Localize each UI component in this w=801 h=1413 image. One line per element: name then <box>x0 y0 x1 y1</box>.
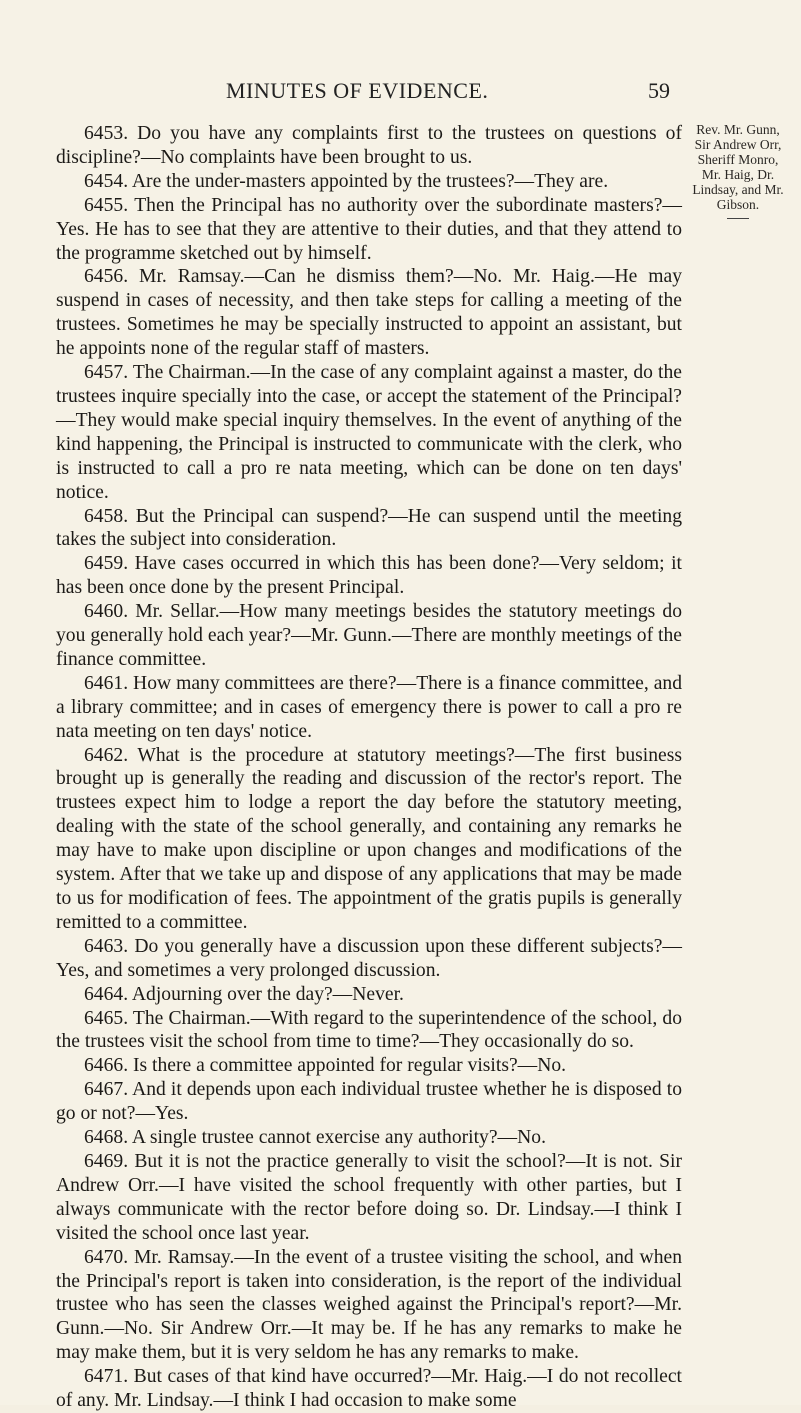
paragraph-6456: 6456. Mr. Ramsay.—Can he dismiss them?—No. Mr. Haig.—He may suspend in cases of necessity, and then take steps for calling a meeting of the trustees. Sometimes he may be specially instructed to appoint an assistant, but he appoints none of the regular staff of masters. <box>56 266 682 360</box>
paragraph-6467: 6467. And it depends upon each individual trustee whether he is disposed to go or not?—Yes. <box>56 1079 682 1125</box>
paragraph-6465: 6465. The Chairman.—With regard to the superintendence of the school, do the trustees visit the school from time to time?—They occasionally do so. <box>56 1007 682 1053</box>
paragraph-6453: 6453. Do you have any complaints first to the trustees on questions of discipline?—No complaints have been brought to us. <box>56 123 682 168</box>
minutes-text <box>56 122 682 1413</box>
paragraph-6462: 6462. What is the procedure at statutory meetings?—The first business brought up is generally the reading and discussion of the rector's report. The trustees expect him to lodge a report the day before the statutory meeting, dealing with the state of the school generally, and containing any remarks he may have to make upon discipline or upon changes and modifications of the system. After that we take up and dispose of any applications that may be made to us for modification of fees. The appointment of the gratis pupils is generally remitted to a committee. <box>56 744 682 933</box>
margin-note-rule <box>727 218 749 219</box>
paragraph-6464: 6464. Adjourning over the day?—Never. <box>84 983 404 1005</box>
paragraph-6468: 6468. A single trustee cannot exercise any authority?—No. <box>84 1127 546 1149</box>
paragraph-6459: 6459. Have cases occurred in which this has been done?—Very seldom; it has been once done by the present Principal. <box>56 553 682 599</box>
paragraph-6460: 6460. Mr. Sellar.—How many meetings besides the statutory meetings do you generally hold each year?—Mr. Gunn.—There are monthly meetings of the finance committee. <box>56 601 682 670</box>
paragraph-6469: 6469. But it is not the practice generally to visit the school?—It is not. Sir Andrew Orr.—I have visited the school frequently with other parties, but I always communicate with the rector before doing so. Dr. Lindsay.—I think I visited the school once last year. <box>56 1150 682 1244</box>
paragraph-6466: 6466. Is there a committee appointed for regular visits?—No. <box>84 1055 567 1077</box>
paragraph-6457: 6457. The Chairman.—In the case of any complaint against a master, do the trustees inquire specially into the case, or accept the statement of the Principal?—They would make special inquiry themselves. In the event of anything of the kind happening, the Principal is instructed to communicate with the clerk, who is instructed to call a pro re nata meeting, which can be done on ten days' notice. <box>56 362 682 503</box>
paragraph-6470: 6470. Mr. Ramsay.—In the event of a trustee visiting the school, and when the Principal's report is taken into consideration, is the report of the individual trustee who has seen the classes weighed against the Principal's report?—Mr. Gunn.—No. Sir Andrew Orr.—It may be. If he has any remarks to make he may make them, but it is very seldom he has any remarks to make. <box>56 1246 682 1364</box>
paragraph-6461: 6461. How many committees are there?—There is a finance committee, and a library committee; and in cases of emergency there is power to call a pro re nata meeting on ten days' notice. <box>56 672 682 742</box>
paragraph-6454: 6454. Are the under-masters appointed by the trustees?—They are. <box>84 170 609 192</box>
paragraph-6458: 6458. But the Principal can suspend?—He can suspend until the meeting takes the subject into consideration. <box>56 505 682 551</box>
margin-note-text: Rev. Mr. Gunn, Sir Andrew Orr, Sheriff Monro, Mr. Haig, Dr. Lindsay, and Mr. Gibson. <box>692 122 784 212</box>
page-number: 59 <box>648 78 670 103</box>
paragraph-6471: 6471. But cases of that kind have occurred?—Mr. Haig.—I do not recollect of any. Mr. Lindsay.—I think I had occasion to make some <box>56 1366 682 1412</box>
witness-margin-note <box>688 122 788 219</box>
running-head: MINUTES OF EVIDENCE. <box>226 78 489 103</box>
paragraph-6463: 6463. Do you generally have a discussion upon these different subjects?—Yes, and sometimes a very prolonged discussion. <box>56 935 682 981</box>
paragraph-6455: 6455. Then the Principal has no authority over the subordinate masters?—Yes. He has to see that they are attentive to their duties, and that they attend to the programme sketched out by himself. <box>56 194 682 264</box>
